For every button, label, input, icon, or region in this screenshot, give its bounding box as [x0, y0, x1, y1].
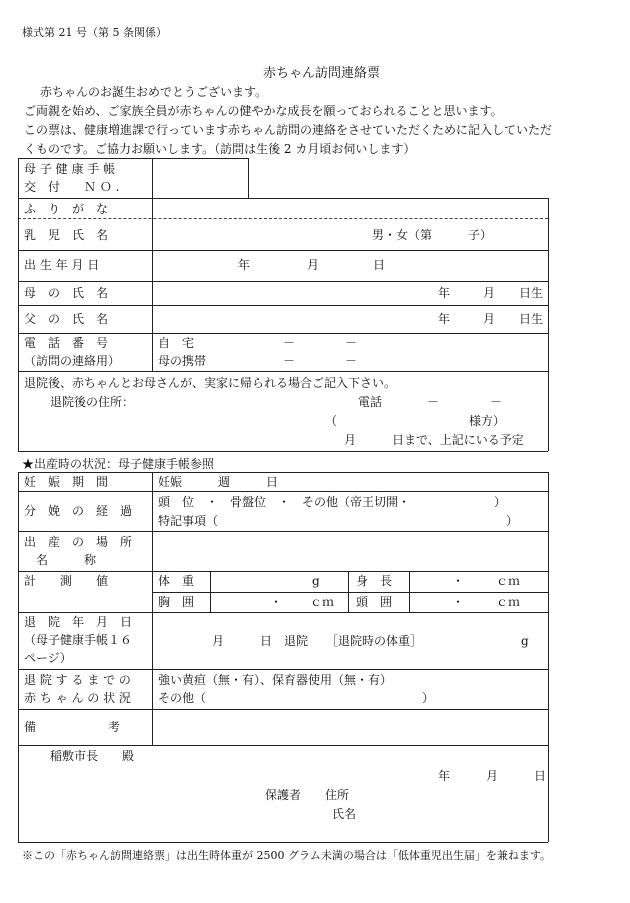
gestation-value: 妊娠 週 日	[158, 475, 279, 489]
father-birth-month: 月	[483, 312, 496, 326]
home-phone-label: 自 宅	[158, 336, 195, 350]
birth-place-label-1: 出 産 の 場 所	[24, 535, 133, 549]
home-phone-dash-1: －	[283, 336, 296, 350]
birth-place-label-2: 名 称	[36, 553, 97, 567]
guardian-address: 保護者 住所	[265, 788, 350, 802]
grid-line	[18, 491, 548, 492]
grid-line	[18, 158, 19, 451]
guardian-name: 氏名	[332, 807, 357, 821]
jaundice-incubator: 強い黄疸（無・有）、保育器使用（無・有）	[158, 673, 393, 687]
other-status: その他（ ）	[158, 691, 435, 705]
furigana-label: ふ り が な	[24, 202, 109, 216]
mobile-phone-dash-2: －	[345, 354, 358, 368]
grid-line	[18, 531, 548, 532]
mobile-phone-dash-1: －	[283, 354, 296, 368]
stay-until: 月 日まで、上記にいる予定	[344, 433, 524, 447]
boshi-techo-label-2: 交 付 Ｎ Ｏ .	[24, 180, 120, 194]
weight-unit: g	[312, 574, 320, 588]
head-dot: ・	[452, 595, 465, 609]
grid-line	[18, 472, 548, 473]
intro-line-3: この票は、健康増進課で行っています赤ちゃん訪問の連絡をさせていただくために記入していただ	[24, 123, 553, 137]
head-unit: ｃｍ	[496, 595, 521, 609]
birthdate-label: 出 生 年 月 日	[24, 258, 100, 272]
grid-line	[18, 612, 548, 613]
special-notes: 特記事項（ ）	[158, 514, 519, 528]
grid-line	[152, 472, 153, 745]
father-name-label: 父 の 氏 名	[24, 312, 109, 326]
mother-birth-suffix: 日生	[519, 286, 544, 300]
return-address-label: 退院後の住所：	[50, 395, 135, 409]
phone-label-1: 電 話 番 号	[24, 336, 109, 350]
discharge-label-1: 退 院 年 月 日	[24, 615, 133, 629]
grid-line	[152, 592, 548, 593]
grid-line	[18, 669, 548, 670]
intro-line-4: くものです。ご協力お願いします。（訪問は生後 2 カ月頃お伺いします）	[24, 142, 416, 156]
birth-section-heading: ★出産時の状況：母子健康手帳参照	[22, 457, 215, 471]
father-birth-year: 年	[438, 312, 451, 326]
discharge-label-2: （母子健康手帳１６	[24, 633, 133, 647]
return-note: 退院後、赤ちゃんとお母さんが、実家に帰られる場合ご記入下さい。	[24, 376, 397, 390]
mother-birth-month: 月	[483, 286, 496, 300]
grid-line	[18, 745, 548, 746]
grid-line	[152, 158, 153, 371]
chest-label: 胸 囲	[158, 595, 195, 609]
mother-birth-year: 年	[438, 286, 451, 300]
intro-line-2: ご両親を始め、ご家族全員が赤ちゃんの健やかな成長を願っておられることと思います。	[24, 104, 503, 118]
mayor-addressee: 稲敷市長 殿	[50, 749, 135, 763]
grid-line	[548, 198, 549, 451]
mother-name-label: 母 の 氏 名	[24, 286, 109, 300]
birth-year: 年	[238, 258, 251, 272]
grid-line	[18, 472, 19, 842]
discharge-label-3: ページ）	[24, 651, 72, 665]
grid-line	[18, 305, 548, 306]
grid-line-dashed	[18, 218, 548, 219]
discharge-value: 月 日 退院 ［退院時の体重］	[212, 634, 423, 648]
height-dot: ・	[452, 574, 465, 588]
grid-line	[18, 158, 248, 159]
grid-line	[18, 451, 548, 452]
infant-name-label: 乳 児 氏 名	[24, 228, 109, 242]
grid-line	[18, 281, 548, 282]
chest-dot: ・	[270, 595, 283, 609]
grid-line	[18, 371, 548, 372]
grid-line	[548, 472, 549, 842]
form-number: 様式第 21 号（第 5 条関係）	[22, 26, 167, 39]
delivery-options: 頭 位 ・ 骨盤位 ・ その他（帝王切開・ ）	[158, 495, 507, 509]
grid-line	[18, 842, 548, 843]
boshi-techo-label-1: 母 子 健 康 手 帳	[24, 162, 116, 176]
grid-line	[409, 571, 410, 612]
head-label: 頭 囲	[356, 595, 393, 609]
discharge-weight-unit: g	[521, 634, 529, 648]
grid-line	[348, 571, 349, 612]
grid-line	[18, 709, 548, 710]
infant-status-label-1: 退 院 す る ま で の	[24, 673, 131, 687]
sex-options: 男・女（第 子）	[372, 228, 493, 242]
page-title: 赤ちゃん訪問連絡票	[263, 66, 381, 81]
care-of: （ 様方）	[325, 414, 506, 428]
remarks-label: 備 考	[24, 720, 121, 734]
grid-line	[18, 250, 548, 251]
height-label: 身 長	[356, 574, 393, 588]
delivery-label: 分 娩 の 経 過	[24, 504, 133, 518]
grid-line	[248, 158, 249, 198]
return-phone-label: 電話	[358, 395, 383, 409]
height-unit: ｃｍ	[496, 574, 521, 588]
birth-month: 月	[307, 258, 320, 272]
measurements-label: 計 測 値	[24, 574, 109, 588]
grid-line	[18, 571, 548, 572]
signature-date: 年 月 日	[438, 769, 547, 783]
infant-status-label-2: 赤 ち ゃ ん の 状 況	[24, 691, 131, 705]
return-phone-dash-2: －	[490, 395, 503, 409]
phone-label-2: （訪問の連絡用）	[24, 354, 121, 368]
intro-line-1: 赤ちゃんのお誕生おめでとうございます。	[40, 85, 268, 99]
grid-line	[18, 333, 548, 334]
footer-note: ※この「赤ちゃん訪問連絡票」は出生時体重が 2500 グラム未満の場合は「低体重児出生届」を兼ねます。	[22, 849, 551, 862]
return-phone-dash-1: －	[427, 395, 440, 409]
grid-line	[210, 571, 211, 612]
weight-label: 体 重	[158, 574, 195, 588]
father-birth-suffix: 日生	[519, 312, 544, 326]
gestation-label: 妊 娠 期 間	[24, 475, 109, 489]
chest-unit: ｃｍ	[310, 595, 335, 609]
birth-day: 日	[373, 258, 386, 272]
home-phone-dash-2: －	[345, 336, 358, 350]
grid-line	[18, 198, 548, 199]
mobile-phone-label: 母の携帯	[158, 354, 207, 368]
